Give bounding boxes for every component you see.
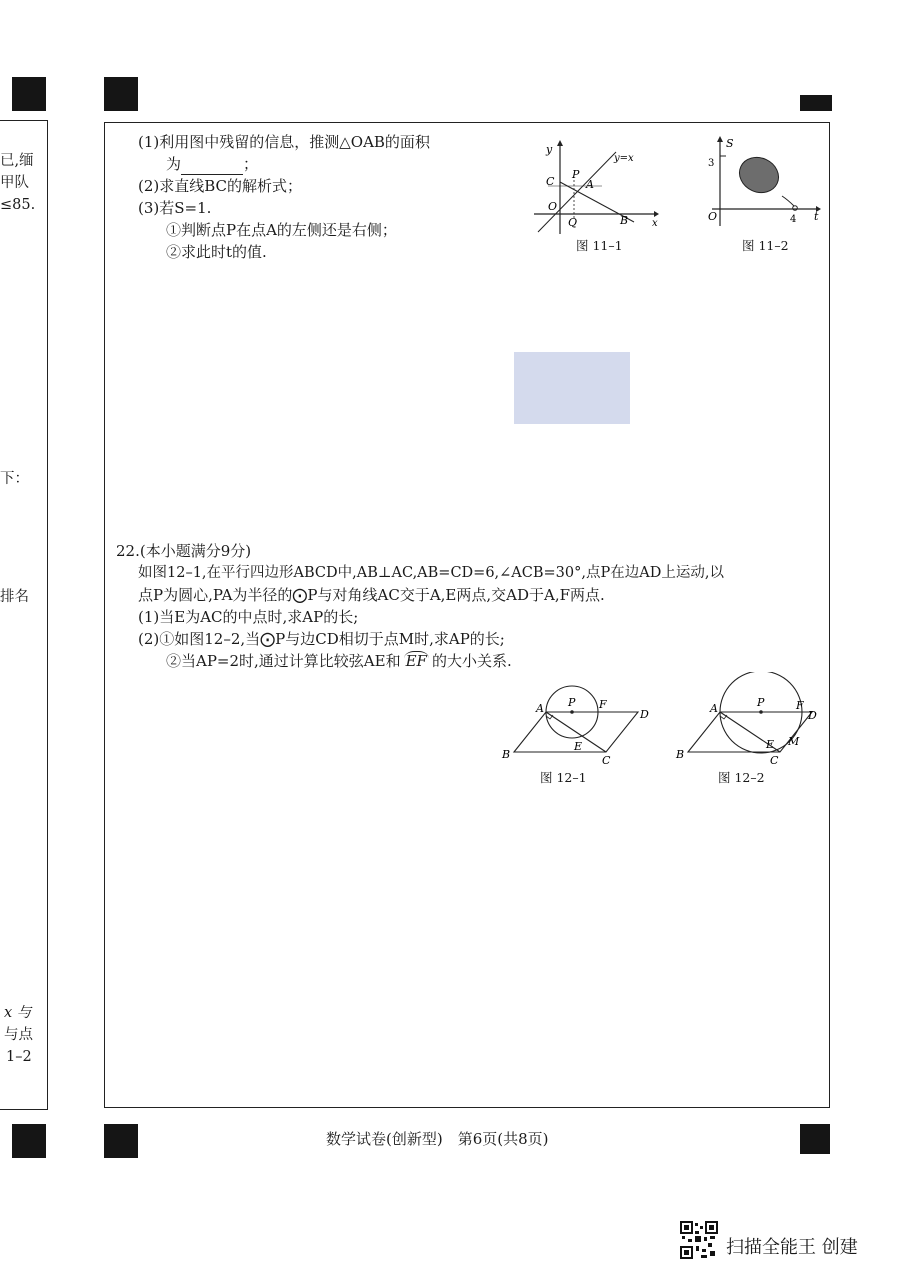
fig11-1-label-o: O: [548, 200, 558, 213]
q21-part3: (3)若S=1.: [138, 199, 212, 217]
fig11-1-label-p: P: [572, 168, 580, 181]
fig12-2-label-f: F: [796, 699, 804, 712]
q21-part3-sub1: ①判断点P在点A的左侧还是右侧；: [166, 221, 397, 239]
q21-part1-prefix: 为: [166, 155, 182, 173]
fig12-1-label-c: C: [602, 754, 611, 767]
registration-marker: [104, 1124, 138, 1158]
q21-part3-sub2: ②求此时t的值.: [166, 243, 267, 261]
qr-code-icon: [680, 1221, 718, 1259]
fig11-1-label-yx: y=x: [614, 153, 634, 164]
fig11-2-label-o: O: [708, 210, 718, 223]
figure-11-1-caption: 图 11–1: [576, 238, 623, 253]
figure-12-1-caption: 图 12–1: [540, 770, 587, 785]
fig12-1-label-f: F: [599, 698, 607, 711]
figure-11-2-caption: 图 11–2: [742, 238, 789, 253]
q22-stem-line1: 如图12–1,在平行四边形ABCD中,AB⊥AC,AB=CD=6,∠ACB=30°,点P在边AD上运动,以: [138, 565, 724, 581]
side-fragment: 甲队: [0, 175, 29, 191]
side-fragment: 与点: [4, 1027, 33, 1043]
page-footer: 数学试卷(创新型) 第6页(共8页): [326, 1130, 549, 1148]
fig12-1-label-p: P: [568, 696, 576, 709]
registration-marker: [12, 1124, 46, 1158]
fig11-1-label-q: Q: [568, 216, 578, 229]
registration-marker: [800, 1124, 830, 1154]
fig12-2-label-p: P: [757, 696, 765, 709]
fig11-2-label-s: S: [726, 137, 734, 150]
registration-marker: [12, 77, 46, 111]
fig11-1-label-b: B: [620, 214, 629, 227]
figure-12-2-caption: 图 12–2: [718, 770, 765, 785]
figure-11-2: [702, 134, 822, 234]
q22-part2-sub2-text: ②当AP=2时,通过计算比较弦AE和: [166, 652, 401, 670]
scanner-watermark: 扫描全能王 创建: [726, 1237, 858, 1258]
fig11-2-label-3: 3: [708, 158, 715, 169]
answer-blank: [181, 160, 243, 175]
figure-12-1: [498, 684, 658, 768]
arc-ef: EF: [405, 652, 427, 670]
fig12-2-label-a: A: [710, 702, 718, 715]
fig12-2-label-b: B: [676, 748, 685, 761]
fig12-1-label-d: D: [640, 708, 649, 721]
fig12-2-label-d: D: [808, 709, 817, 722]
fig12-2-label-e: E: [766, 738, 775, 751]
side-fragment: 排名: [0, 589, 29, 605]
q21-part1-suffix: ；: [243, 155, 259, 173]
figure-11-1: [530, 138, 660, 238]
fig11-1-label-a: A: [586, 178, 594, 191]
q21-part1-line2: [166, 153, 258, 175]
side-fragment: 下：: [0, 471, 29, 487]
fig11-2-label-t: t: [814, 210, 819, 223]
q21-part2: (2)求直线BC的解析式；: [138, 177, 303, 195]
side-fragment: 已,缅: [0, 153, 34, 169]
registration-marker: [104, 77, 138, 111]
q21-part1-line1: (1)利用图中残留的信息，推测△OAB的面积: [138, 133, 430, 151]
side-fragment: ≤85.: [0, 197, 36, 213]
q22-part1: (1)当E为AC的中点时,求AP的长;: [138, 608, 359, 626]
fig11-2-label-4: 4: [790, 214, 797, 225]
fig12-1-label-a: A: [536, 702, 544, 715]
faint-stamp: [514, 352, 630, 424]
fig12-1-label-b: B: [502, 748, 511, 761]
figure-12-2: [672, 672, 832, 768]
fig11-1-label-x: x: [652, 218, 658, 229]
fig11-1-label-c: C: [546, 175, 555, 188]
fig11-1-label-y: y: [546, 143, 553, 156]
q22-stem-line2: 点P为圆心,PA为半径的⨀P与对角线AC交于A,E两点,交AD于A,F两点.: [138, 586, 605, 604]
q22-title: 22.(本小题满分9分): [116, 542, 252, 560]
q22-part2: (2)①如图12–2,当⨀P与边CD相切于点M时,求AP的长;: [138, 630, 505, 648]
q22-part2-sub2-end: 的大小关系.: [431, 652, 512, 670]
registration-marker: [800, 95, 832, 111]
side-fragment: x 与: [4, 1005, 32, 1021]
q22-part2-sub2: [166, 650, 512, 672]
previous-page-frame: [0, 120, 48, 1110]
side-fragment: 1–2: [6, 1049, 32, 1065]
fig12-2-label-m: M: [788, 735, 800, 748]
fig12-2-label-c: C: [770, 754, 779, 767]
fig12-1-label-e: E: [574, 740, 583, 753]
